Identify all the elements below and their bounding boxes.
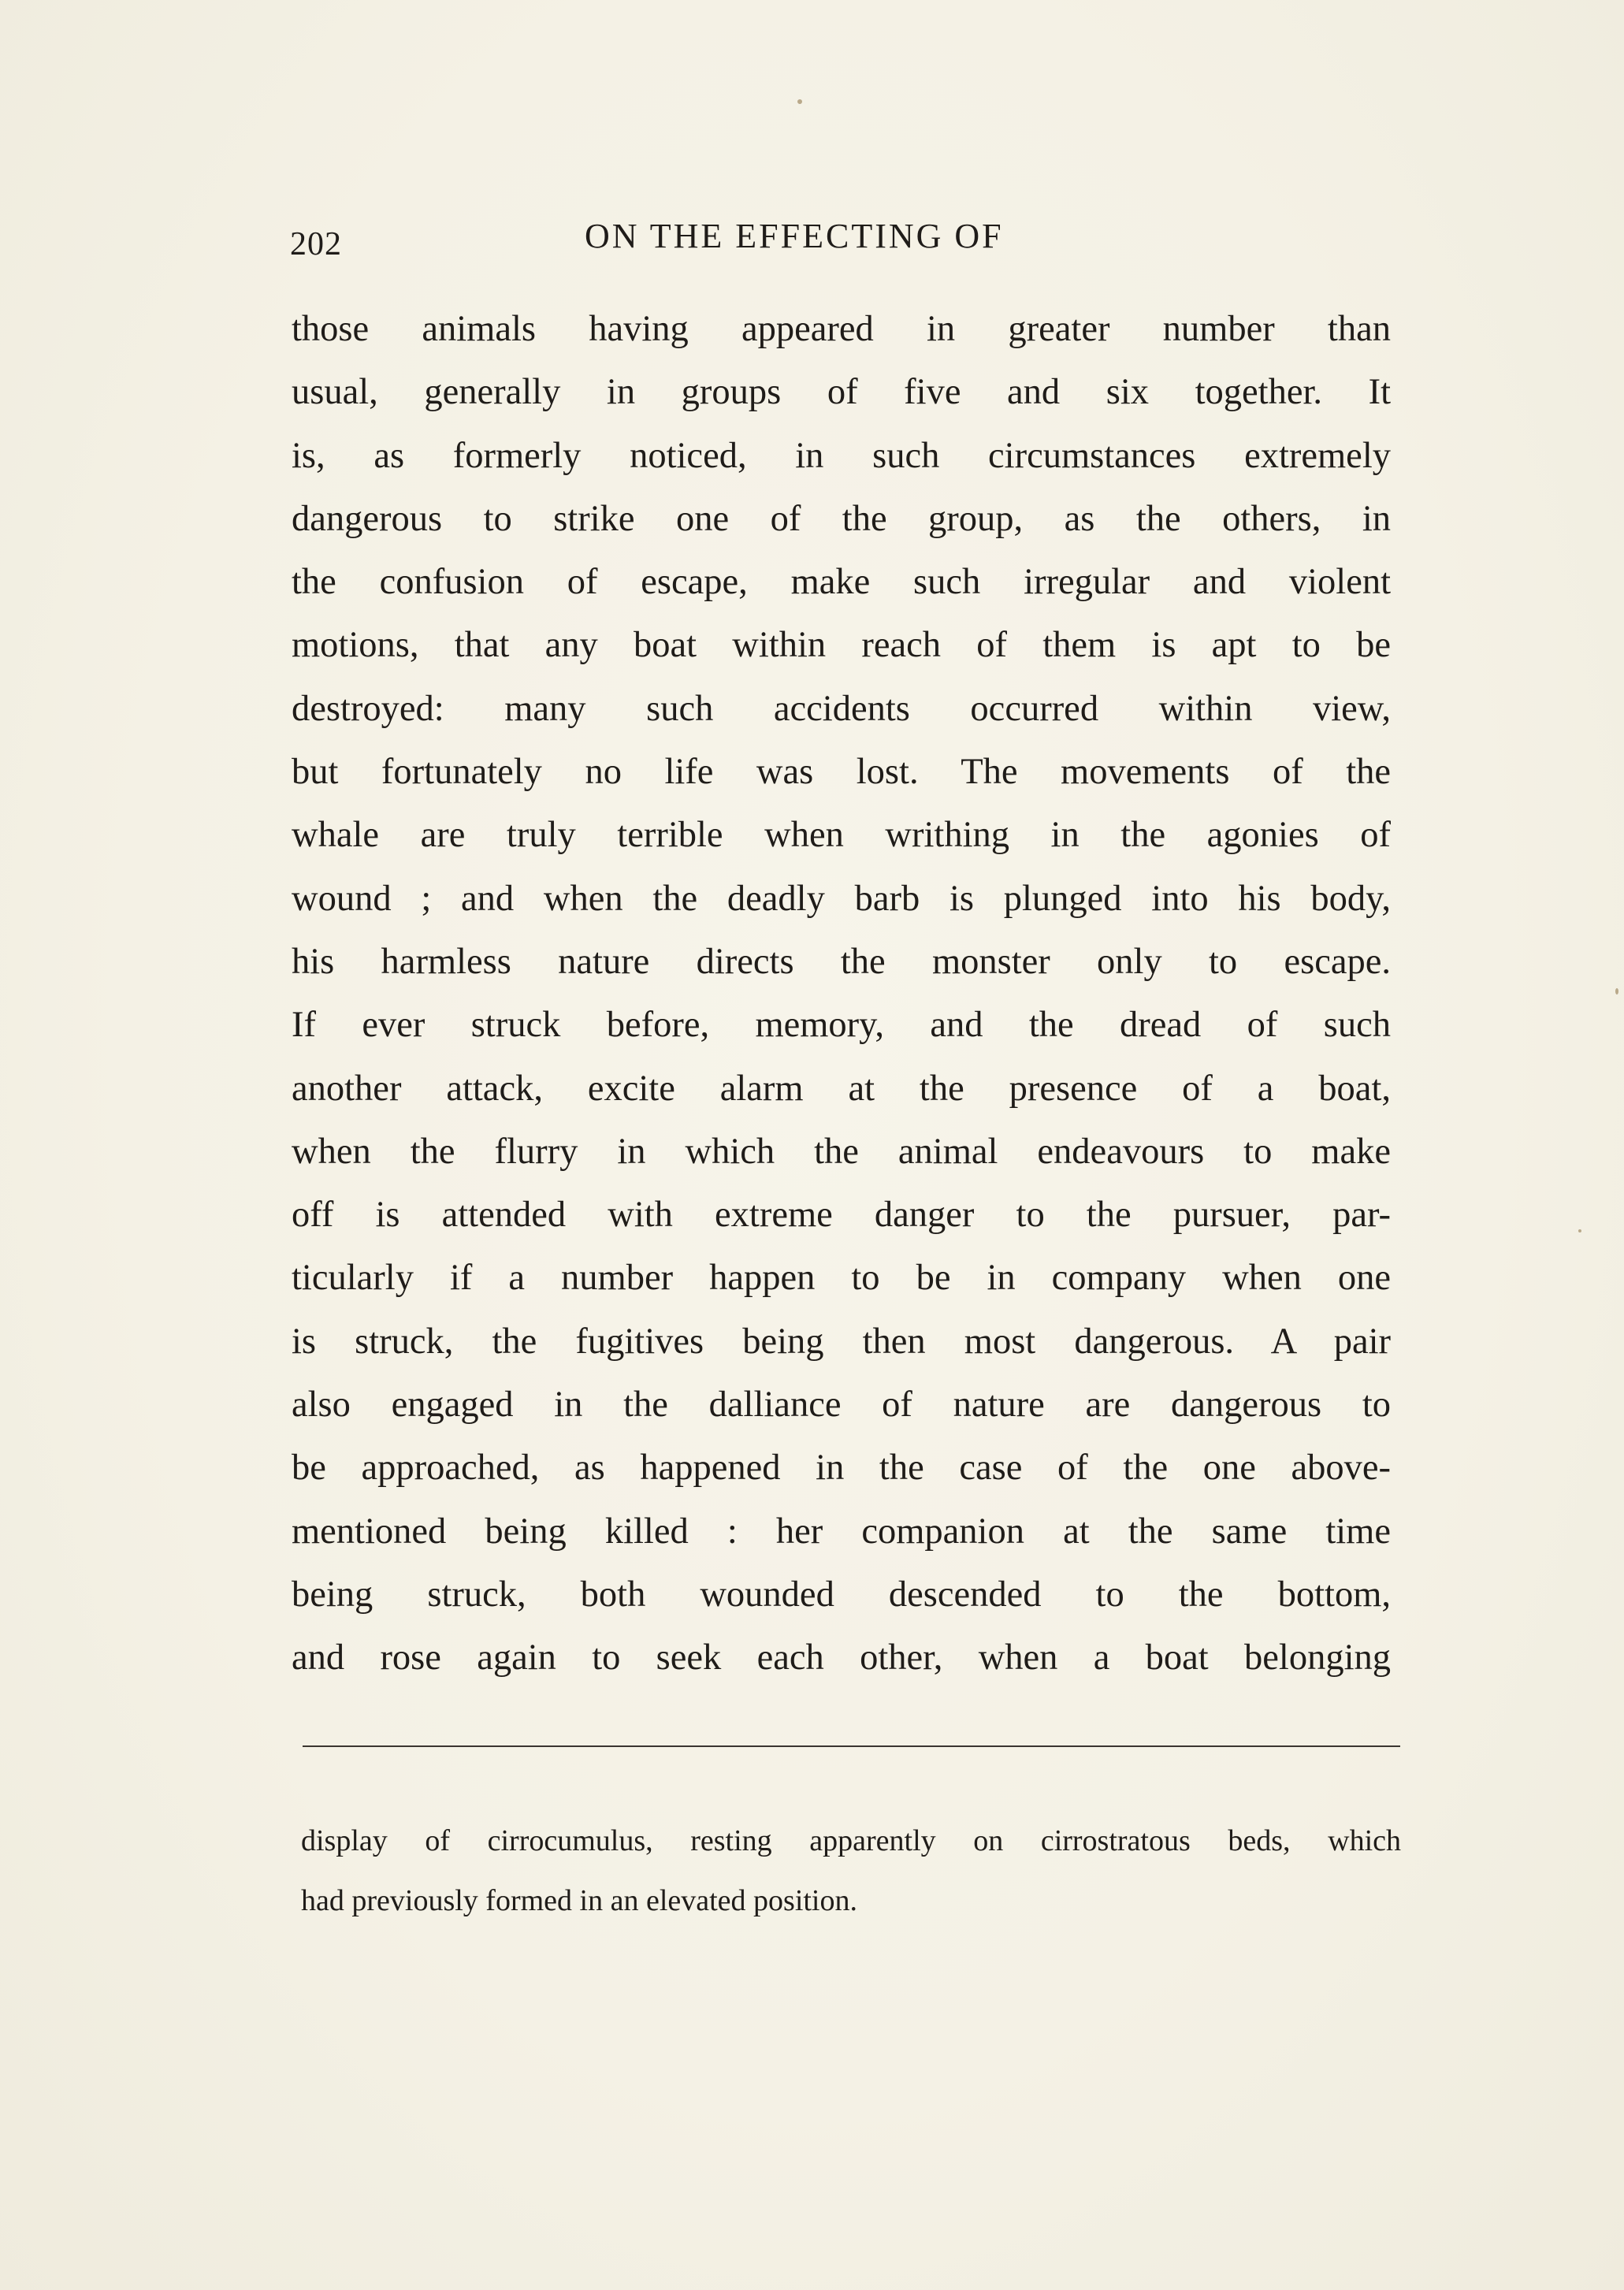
text-line: off is attended with extreme danger to the pursuer, par- <box>292 1195 1391 1236</box>
text-line: whale are truly terrible when writhing in the agonies of <box>292 815 1391 856</box>
text-line: another attack, excite alarm at the presence of a boat, <box>292 1068 1391 1109</box>
text-line: dangerous to strike one of the group, as the others, in <box>292 498 1391 539</box>
text-line: destroyed: many such accidents occurred within view, <box>292 688 1391 729</box>
footnote <box>301 1811 1404 1931</box>
footnote-rule <box>303 1745 1400 1747</box>
footnote-line: had previously formed in an elevated position. <box>301 1884 857 1917</box>
text-line: being struck, both wounded descended to the bottom, <box>292 1574 1391 1615</box>
paper-speck <box>797 99 802 104</box>
text-line: ticularly if a number happen to be in company when one <box>292 1258 1391 1299</box>
text-line: motions, that any boat within reach of them is apt to be <box>292 625 1391 666</box>
text-line: mentioned being killed : her companion at the same time <box>292 1511 1391 1552</box>
text-line: also engaged in the dalliance of nature are dangerous to <box>292 1385 1391 1426</box>
paper-speck <box>1578 1229 1581 1232</box>
page-number: 202 <box>290 226 342 262</box>
text-line: wound ; and when the deadly barb is plunged into his body, <box>292 878 1391 919</box>
text-line: and rose again to seek each other, when a boat belonging <box>292 1638 1391 1678</box>
text-line: is, as formerly noticed, in such circumstances extremely <box>292 435 1391 476</box>
text-line: be approached, as happened in the case of the one above- <box>292 1448 1391 1489</box>
footnote-line: display of cirrocumulus, resting apparently on cirrostratous beds, which <box>301 1824 1401 1857</box>
running-head: ON THE EFFECTING OF <box>585 217 1004 255</box>
text-line: but fortunately no life was lost. The movements of the <box>292 752 1391 793</box>
text-line: is struck, the fugitives being then most dangerous. A pair <box>292 1321 1391 1362</box>
page-header <box>290 211 1393 266</box>
text-line: If ever struck before, memory, and the dread of such <box>292 1005 1391 1046</box>
text-line: usual, generally in groups of five and six together. It <box>292 372 1391 413</box>
text-line: the confusion of escape, make such irregular and violent <box>292 562 1391 603</box>
paper-speck <box>1615 988 1618 994</box>
text-line: when the flurry in which the animal endeavours to make <box>292 1131 1391 1172</box>
text-line: those animals having appeared in greater number than <box>292 309 1391 349</box>
text-line: his harmless nature directs the monster only to escape. <box>292 941 1391 982</box>
body-text <box>292 298 1395 1690</box>
